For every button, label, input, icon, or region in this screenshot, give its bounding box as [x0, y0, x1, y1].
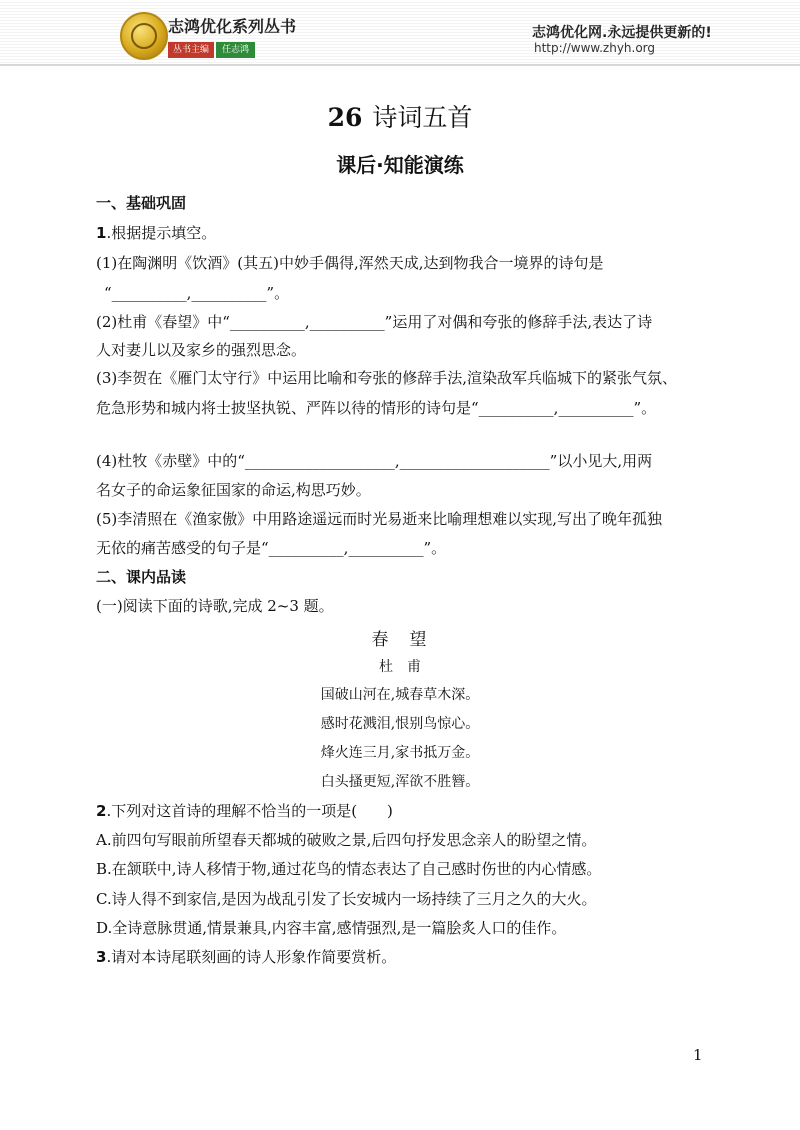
q1-line: 危急形势和城内将士披坚执锐、严阵以待的情形的诗句是“__________,__________”。: [96, 399, 657, 417]
header-divider: [0, 64, 800, 66]
editor-label: 丛书主编: [168, 42, 214, 58]
series-logo-icon: [120, 12, 168, 60]
header-slogan: 志鸿优化网.永远提供更新的!: [532, 25, 712, 41]
lesson-number: 26: [327, 103, 363, 132]
q1-line: 名女子的命运象征国家的命运,构思巧妙。: [96, 481, 371, 499]
q2-option-a: A.前四句写眼前所望春天都城的破败之景,后四句抒发思念亲人的盼望之情。: [96, 831, 597, 849]
page-header: [0, 0, 800, 66]
q1-line: (4)杜牧《赤壁》中的“____________________,____________________”以小见大,用两: [96, 452, 653, 470]
question-3-number: 3: [96, 948, 107, 966]
logo-emblem-icon: [131, 23, 157, 49]
question-1-number: 1: [96, 224, 107, 242]
poem-author: 杜 甫: [379, 659, 421, 675]
poem-title: 春 望: [371, 630, 429, 650]
section-heading-basics: 一、基础巩固: [96, 194, 187, 212]
reading-intro: (一)阅读下面的诗歌,完成 2~3 题。: [96, 597, 334, 615]
section-heading-reading: 二、课内品读: [96, 568, 187, 586]
q2-option-d: D.全诗意脉贯通,情景兼具,内容丰富,感情强烈,是一篇脍炙人口的佳作。: [96, 919, 567, 937]
q1-line: 人对妻儿以及家乡的强烈思念。: [96, 341, 307, 359]
q1-line: (5)李清照在《渔家傲》中用路途遥远而时光易逝来比喻理想难以实现,写出了晚年孤独: [96, 510, 663, 528]
question-2-stem: 2.下列对这首诗的理解不恰当的一项是( ): [96, 802, 393, 820]
page-title: [0, 98, 800, 134]
poem-line: 烽火连三月,家书抵万金。: [320, 745, 480, 761]
q1-line: (2)杜甫《春望》中“__________,__________”运用了对偶和夸张的修辞手法,表达了诗: [96, 313, 653, 331]
q1-line: 无依的痛苦感受的句子是“__________,__________”。: [96, 539, 447, 557]
poem-line: 感时花溅泪,恨别鸟惊心。: [320, 716, 480, 732]
poem-line: 白头搔更短,浑欲不胜簪。: [320, 774, 480, 790]
question-3-stem: 3.请对本诗尾联刻画的诗人形象作简要赏析。: [96, 948, 397, 966]
poem-line: 国破山河在,城春草木深。: [320, 687, 480, 703]
q1-line: (3)李贺在《雁门太守行》中运用比喻和夸张的修辞手法,渲染敌军兵临城下的紧张气氛、: [96, 369, 678, 387]
page-number: 1: [693, 1046, 703, 1064]
q2-option-b: B.在颔联中,诗人移情于物,通过花鸟的情态表达了自己感时伤世的内心情感。: [96, 860, 602, 878]
page-subtitle: 课后·知能演练: [336, 153, 464, 177]
editor-credit: [168, 38, 255, 54]
lesson-title: 诗词五首: [372, 103, 473, 132]
header-url: http://www.zhyh.org: [534, 41, 656, 55]
series-title: 志鸿优化系列丛书: [168, 17, 297, 36]
q2-option-c: C.诗人得不到家信,是因为战乱引发了长安城内一场持续了三月之久的大火。: [96, 890, 597, 908]
question-2-number: 2: [96, 802, 107, 820]
q1-line: “__________,__________”。: [104, 284, 290, 302]
q1-line: (1)在陶渊明《饮酒》(其五)中妙手偶得,浑然天成,达到物我合一境界的诗句是: [96, 254, 604, 272]
editor-name: 任志鸿: [216, 42, 255, 58]
question-1-stem: 1.根据提示填空。: [96, 224, 217, 242]
